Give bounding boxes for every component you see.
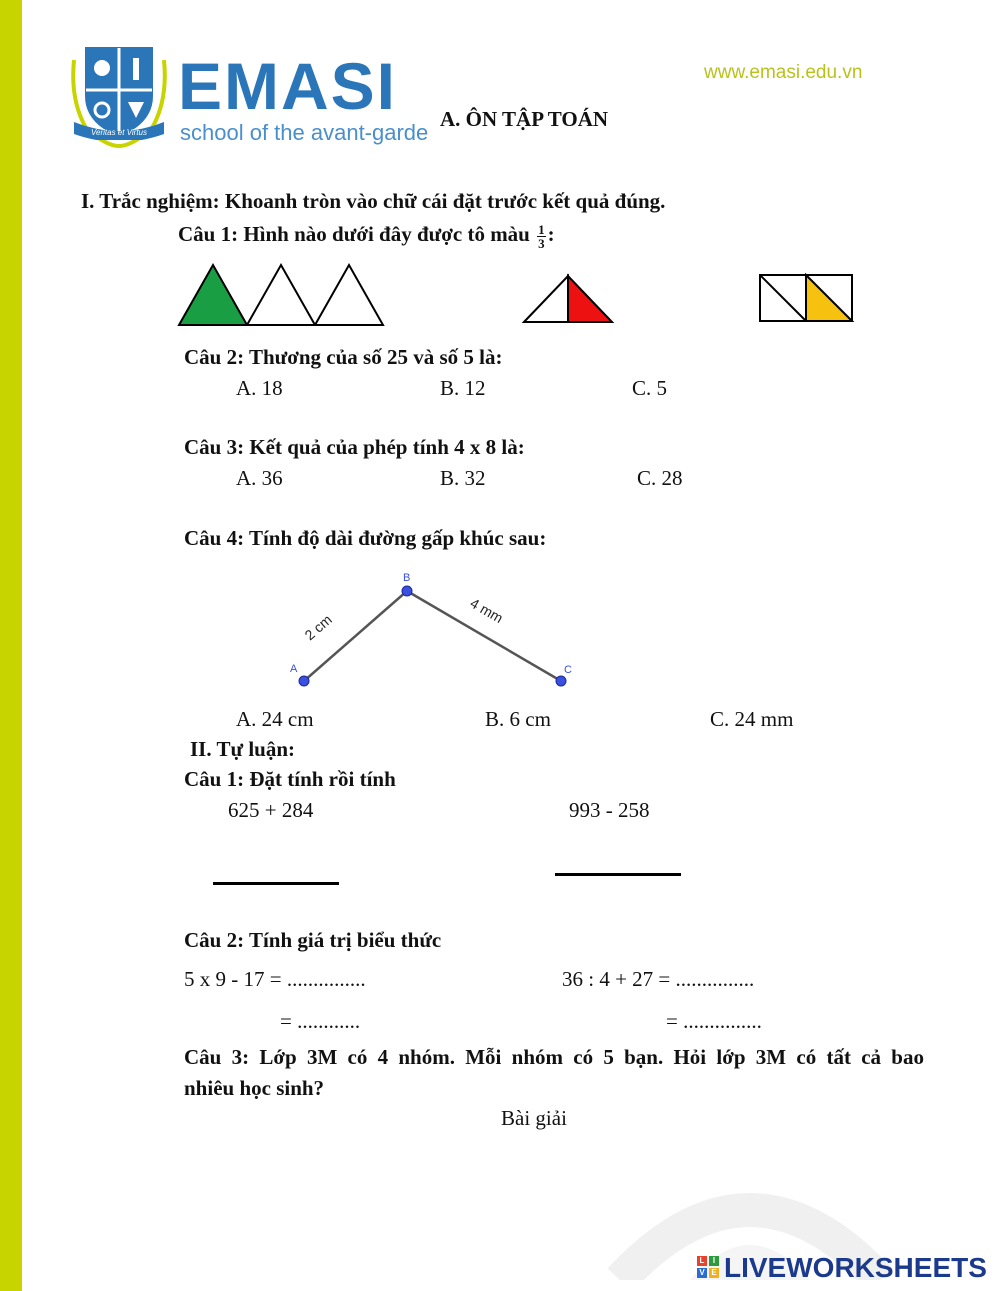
p2-q3-label-line1: Câu 3: Lớp 3M có 4 nhóm. Mỗi nhóm có 5 bạn. Hỏi lớp 3M có tất cả bao (184, 1045, 924, 1069)
q3-label: Câu 3: Kết quả của phép tính 4 x 8 là: (184, 435, 525, 459)
expression-1-line-1[interactable]: 5 x 9 - 17 = ............... (184, 967, 366, 991)
one-third-fraction (537, 223, 546, 250)
website-url: www.emasi.edu.vn (704, 62, 863, 83)
subtraction-expression: 993 - 258 (569, 798, 650, 822)
fraction-numerator: 1 (538, 221, 545, 237)
q1-label: Câu 1: Hình nào dưới đây được tô màu (178, 222, 530, 246)
q3-option-b[interactable]: B. 32 (440, 466, 486, 490)
q2-option-b[interactable]: B. 12 (440, 376, 486, 400)
point-c-dot (556, 676, 566, 686)
triangle-white-2 (315, 265, 383, 325)
solution-label: Bài giải (501, 1106, 567, 1130)
q1-colon: : (547, 222, 555, 246)
part1-heading: I. Trắc nghiệm: Khoanh tròn vào chữ cái đặt trước kết quả đúng. (81, 189, 666, 213)
q2-label: Câu 2: Thương của số 25 và số 5 là: (184, 345, 503, 369)
fraction-denominator: 3 (538, 235, 545, 251)
liveworksheets-icon: L I V E (697, 1256, 721, 1280)
figure-two-squares[interactable] (758, 273, 856, 325)
crest-motto-ribbon (66, 118, 172, 140)
segment-bc-length: 4 mm (467, 594, 506, 627)
q1-label-row (178, 222, 555, 250)
p2-q3-label-line2: nhiêu học sinh? (184, 1076, 325, 1100)
polyline-figure (280, 565, 590, 695)
q4-label: Câu 4: Tính độ dài đường gấp khúc sau: (184, 526, 547, 550)
segment-ab-length: 2 cm (301, 611, 335, 644)
addition-expression: 625 + 284 (228, 798, 314, 822)
brand-name: EMASI (178, 49, 398, 123)
triangle-white-1 (247, 265, 315, 325)
q4-option-a[interactable]: A. 24 cm (236, 707, 314, 731)
expression-1-line-2[interactable]: = ............ (280, 1009, 361, 1033)
figure-split-triangle[interactable] (520, 272, 618, 326)
q4-option-c[interactable]: C. 24 mm (710, 707, 794, 731)
point-b-label: B (403, 572, 411, 584)
addition-answer-line[interactable] (213, 882, 339, 885)
expression-2-line-2[interactable]: = ............... (666, 1009, 762, 1033)
side-accent-bar (0, 0, 22, 1291)
triangle-green (179, 265, 247, 325)
point-b-dot (402, 586, 412, 596)
triangle-half-red (568, 276, 612, 322)
figure-three-triangles[interactable] (176, 260, 388, 328)
liveworksheets-logo: LIVEWORKSHEETS (724, 1252, 987, 1283)
part2-heading: II. Tự luận: (190, 737, 296, 761)
p2-q1-label: Câu 1: Đặt tính rồi tính (184, 767, 396, 791)
point-a-dot (299, 676, 309, 686)
crest-motto: Veritas et Virtus (90, 128, 148, 137)
q3-option-c[interactable]: C. 28 (637, 466, 683, 490)
q2-option-a[interactable]: A. 18 (236, 376, 283, 400)
triangle-half-white (524, 276, 568, 322)
q2-option-c[interactable]: C. 5 (632, 376, 668, 400)
brand-tagline: school of the avant-garde (180, 120, 429, 145)
subtraction-answer-line[interactable] (555, 873, 681, 876)
point-c-label: C (564, 664, 572, 676)
q4-option-b[interactable]: B. 6 cm (485, 707, 551, 731)
expression-2-line-1[interactable]: 36 : 4 + 27 = ............... (562, 967, 755, 991)
q3-option-a[interactable]: A. 36 (236, 466, 283, 490)
section-title: A. ÔN TẬP TOÁN (440, 107, 609, 131)
point-a-label: A (290, 663, 298, 675)
p2-q2-label: Câu 2: Tính giá trị biểu thức (184, 928, 442, 952)
